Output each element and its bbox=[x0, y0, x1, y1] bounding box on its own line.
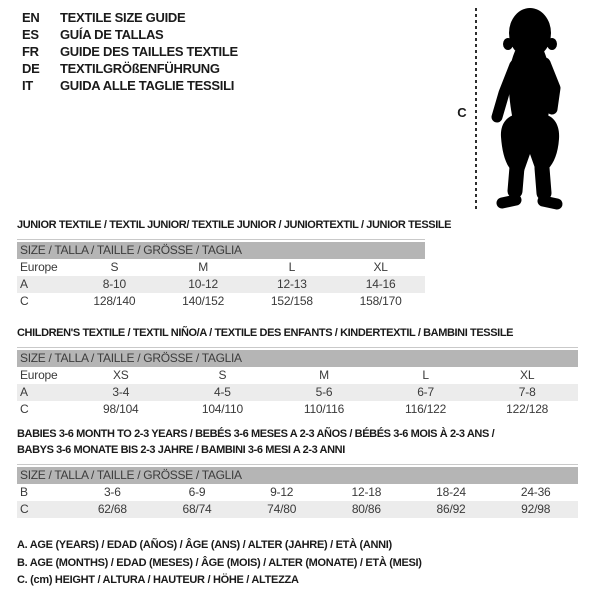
size-cell: 92/98 bbox=[521, 502, 551, 516]
size-cell: 18-24 bbox=[436, 485, 466, 499]
row-label: A bbox=[20, 277, 28, 291]
size-cell: 14-16 bbox=[365, 277, 396, 291]
size-cell: 5-6 bbox=[315, 385, 333, 399]
size-table-3 bbox=[17, 426, 578, 518]
size-cell: 68/74 bbox=[182, 502, 212, 516]
size-cell: 128/140 bbox=[93, 294, 136, 308]
table-top-rule bbox=[17, 239, 425, 240]
size-cell: S bbox=[218, 368, 227, 382]
language-title: TEXTILGRÖßENFÜHRUNG bbox=[60, 61, 220, 76]
row-label: A bbox=[20, 385, 28, 399]
size-cell: 158/170 bbox=[359, 294, 402, 308]
toddler-silhouette-image bbox=[484, 5, 576, 211]
size-cell: XL bbox=[373, 260, 388, 274]
table-top-rule bbox=[17, 464, 578, 465]
language-code: EN bbox=[22, 10, 40, 25]
table-row bbox=[17, 367, 578, 384]
height-measure-label: C bbox=[457, 105, 467, 120]
size-cell: 110/116 bbox=[303, 402, 345, 416]
size-cell: 116/122 bbox=[405, 402, 447, 416]
size-cell: 24-36 bbox=[520, 485, 551, 499]
table-row bbox=[17, 501, 578, 518]
language-row bbox=[22, 9, 238, 26]
row-label: C bbox=[20, 402, 29, 416]
size-cell: 152/158 bbox=[270, 294, 313, 308]
size-cell: 12-13 bbox=[277, 277, 307, 291]
row-label: B bbox=[20, 485, 28, 499]
language-title: TEXTILE SIZE GUIDE bbox=[60, 10, 186, 25]
row-label: C bbox=[20, 294, 29, 308]
size-cell: 3-4 bbox=[112, 385, 130, 399]
size-cell: 6-7 bbox=[417, 385, 434, 399]
language-row bbox=[22, 77, 238, 94]
size-cell: XS bbox=[112, 368, 129, 382]
size-table-1 bbox=[17, 217, 452, 310]
size-cell: 12-18 bbox=[351, 485, 382, 499]
size-cell: 9-12 bbox=[270, 485, 294, 499]
size-table-2 bbox=[17, 325, 578, 418]
table-row bbox=[17, 384, 578, 401]
language-title: GUIDA ALLE TAGLIE TESSILI bbox=[60, 78, 235, 93]
language-title: GUIDE DES TAILLES TEXTILE bbox=[60, 44, 238, 59]
table-title-line: JUNIOR TEXTILE / TEXTIL JUNIOR/ TEXTILE JUNIOR / JUNIORTEXTIL / JUNIOR TESSILE bbox=[17, 219, 452, 231]
row-label: Europe bbox=[20, 368, 58, 382]
language-title-list bbox=[22, 9, 238, 94]
table-title bbox=[17, 426, 578, 458]
footnote-line: A. AGE (YEARS) / EDAD (AÑOS) / ÂGE (ANS) / ALTER (JAHRE) / ETÀ (ANNI) bbox=[17, 539, 392, 551]
height-measure-dashed-line bbox=[475, 8, 477, 211]
table-row bbox=[17, 484, 578, 501]
size-cell: 74/80 bbox=[267, 502, 297, 516]
size-cell: L bbox=[422, 368, 429, 382]
table-row bbox=[17, 401, 578, 418]
size-cell: 98/104 bbox=[103, 402, 139, 416]
size-cell: XL bbox=[520, 368, 535, 382]
table-title-line: BABIES 3-6 MONTH TO 2-3 YEARS / BEBÉS 3-6 MESES A 2-3 AÑOS / BÉBÉS 3-6 MOIS À 2-3 ANS / bbox=[17, 428, 495, 440]
size-cell: 62/68 bbox=[97, 502, 127, 516]
size-cell: 6-9 bbox=[188, 485, 206, 499]
size-cell: M bbox=[319, 368, 329, 382]
table-title-line: BABYS 3-6 MONATE BIS 2-3 JAHRE / BAMBINI 3-6 MESI A 2-3 ANNI bbox=[17, 444, 345, 456]
language-row bbox=[22, 60, 238, 77]
size-cell: 10-12 bbox=[188, 277, 218, 291]
language-row bbox=[22, 26, 238, 43]
language-title: GUÍA DE TALLAS bbox=[60, 27, 164, 42]
table-row bbox=[17, 259, 425, 276]
size-cell: 8-10 bbox=[102, 277, 126, 291]
row-label: Europe bbox=[20, 260, 58, 274]
footnote-line: C. (cm) HEIGHT / ALTURA / HAUTEUR / HÖHE / ALTEZZA bbox=[17, 574, 299, 586]
language-code: ES bbox=[22, 27, 39, 42]
size-cell: 140/152 bbox=[182, 294, 225, 308]
footnotes bbox=[17, 537, 422, 590]
row-label: C bbox=[20, 502, 29, 516]
language-code: IT bbox=[22, 78, 33, 93]
size-cell: S bbox=[110, 260, 119, 274]
footnote-line: B. AGE (MONTHS) / EDAD (MESES) / ÂGE (MOIS) / ALTER (MONATE) / ETÀ (MESI) bbox=[17, 556, 422, 569]
size-cell: M bbox=[198, 260, 209, 274]
size-cell: 122/128 bbox=[506, 402, 549, 416]
size-header-band: SIZE / TALLA / TAILLE / GRÖSSE / TAGLIA bbox=[17, 467, 578, 484]
size-cell: 3-6 bbox=[103, 485, 121, 499]
language-code: FR bbox=[22, 44, 39, 59]
table-top-rule bbox=[17, 347, 578, 348]
size-header-band: SIZE / TALLA / TAILLE / GRÖSSE / TAGLIA bbox=[17, 350, 578, 367]
size-header-band: SIZE / TALLA / TAILLE / GRÖSSE / TAGLIA bbox=[17, 242, 425, 259]
size-cell: 80/86 bbox=[351, 502, 381, 516]
size-cell: 7-8 bbox=[518, 385, 536, 399]
table-row bbox=[17, 293, 425, 310]
table-title bbox=[17, 325, 578, 341]
table-title bbox=[17, 217, 452, 233]
size-cell: 86/92 bbox=[436, 502, 466, 516]
table-title-line: CHILDREN'S TEXTILE / TEXTIL NIÑO/A / TEXTILE DES ENFANTS / KINDERTEXTIL / BAMBINI TESSILE bbox=[17, 327, 514, 339]
size-cell: 104/110 bbox=[201, 402, 243, 416]
size-cell: 4-5 bbox=[214, 385, 231, 399]
language-row bbox=[22, 43, 238, 60]
size-cell: L bbox=[288, 260, 296, 274]
table-row bbox=[17, 276, 425, 293]
language-code: DE bbox=[22, 61, 40, 76]
